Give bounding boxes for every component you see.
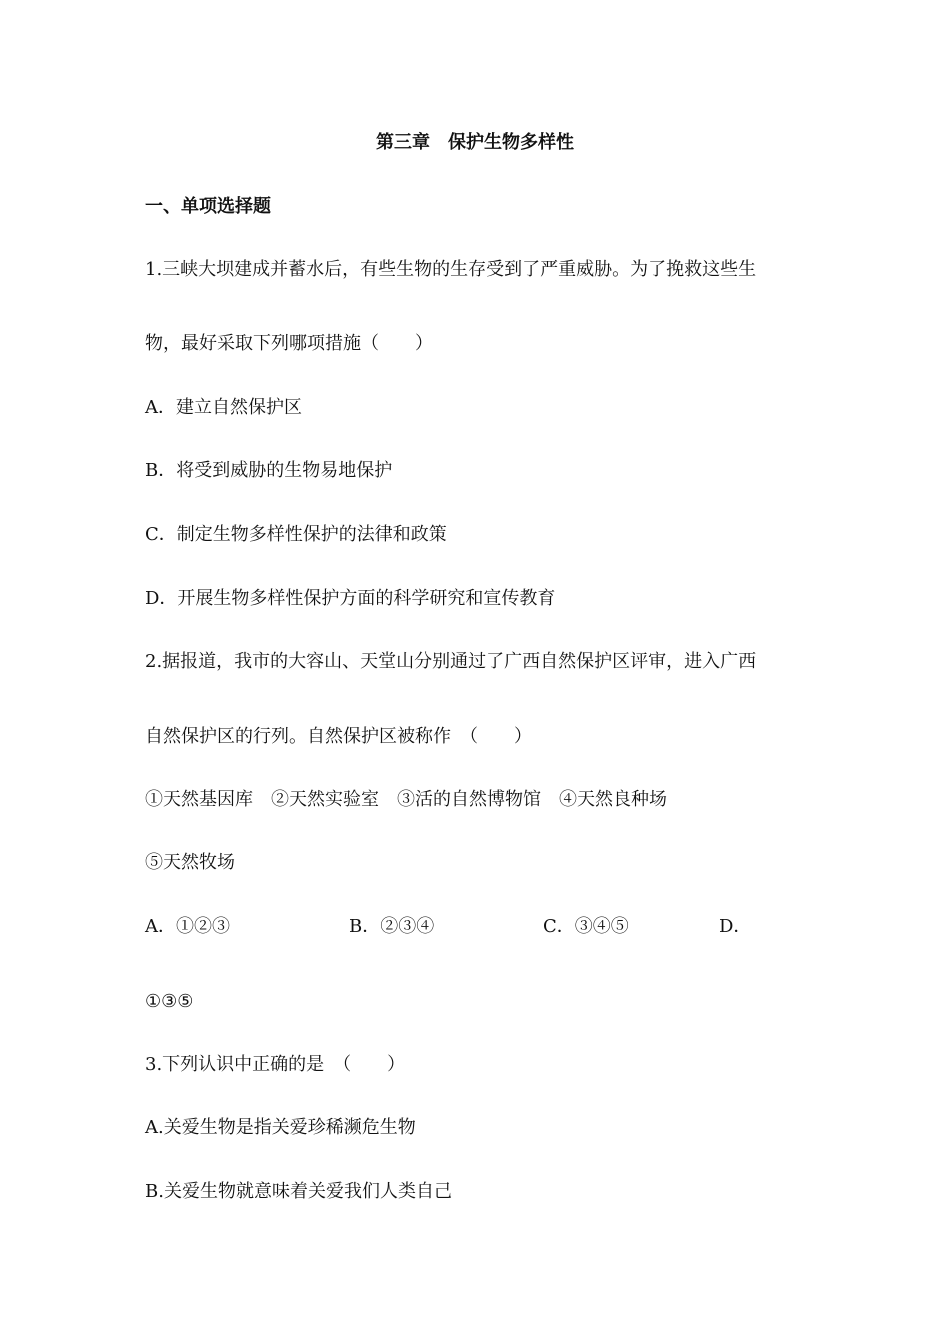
question-1-option-c: C．制定生物多样性保护的法律和政策: [145, 524, 447, 545]
question-2-option-a: A．①②③: [145, 916, 230, 937]
question-2-option-d: D．: [719, 916, 752, 937]
question-3-stem: 3.下列认识中正确的是 （ ）: [145, 1054, 406, 1075]
question-1-stem-line-2: 物，最好采取下列哪项措施（ ）: [145, 333, 433, 354]
section-heading: 一、单项选择题: [145, 196, 271, 217]
chapter-title: 第三章 保护生物多样性: [376, 132, 574, 153]
question-2-stem-line-2: 自然保护区的行列。自然保护区被称作 （ ）: [145, 726, 532, 747]
question-2-stem-line-1: 2.据报道，我市的大容山、天堂山分别通过了广西自然保护区评审，进入广西: [145, 651, 757, 672]
question-3-option-b: B.关爱生物就意味着关爱我们人类自己: [145, 1181, 452, 1202]
question-3-option-a: A.关爱生物是指关爱珍稀濒危生物: [145, 1117, 416, 1138]
question-1-option-b: B．将受到威胁的生物易地保护: [145, 460, 393, 481]
question-1-stem-line-1: 1.三峡大坝建成并蓄水后，有些生物的生存受到了严重威胁。为了挽救这些生: [145, 259, 757, 280]
question-1-option-d: D．开展生物多样性保护方面的科学研究和宣传教育: [145, 588, 556, 609]
question-2-items-line-2: ⑤天然牧场: [145, 852, 235, 873]
question-2-option-b: B．②③④: [349, 916, 435, 937]
question-2-option-c: C．③④⑤: [543, 916, 629, 937]
question-2-option-d-continued: ①③⑤: [145, 991, 194, 1012]
question-1-option-a: A．建立自然保护区: [145, 397, 302, 418]
question-2-items-line-1: ①天然基因库 ②天然实验室 ③活的自然博物馆 ④天然良种场: [145, 789, 667, 810]
